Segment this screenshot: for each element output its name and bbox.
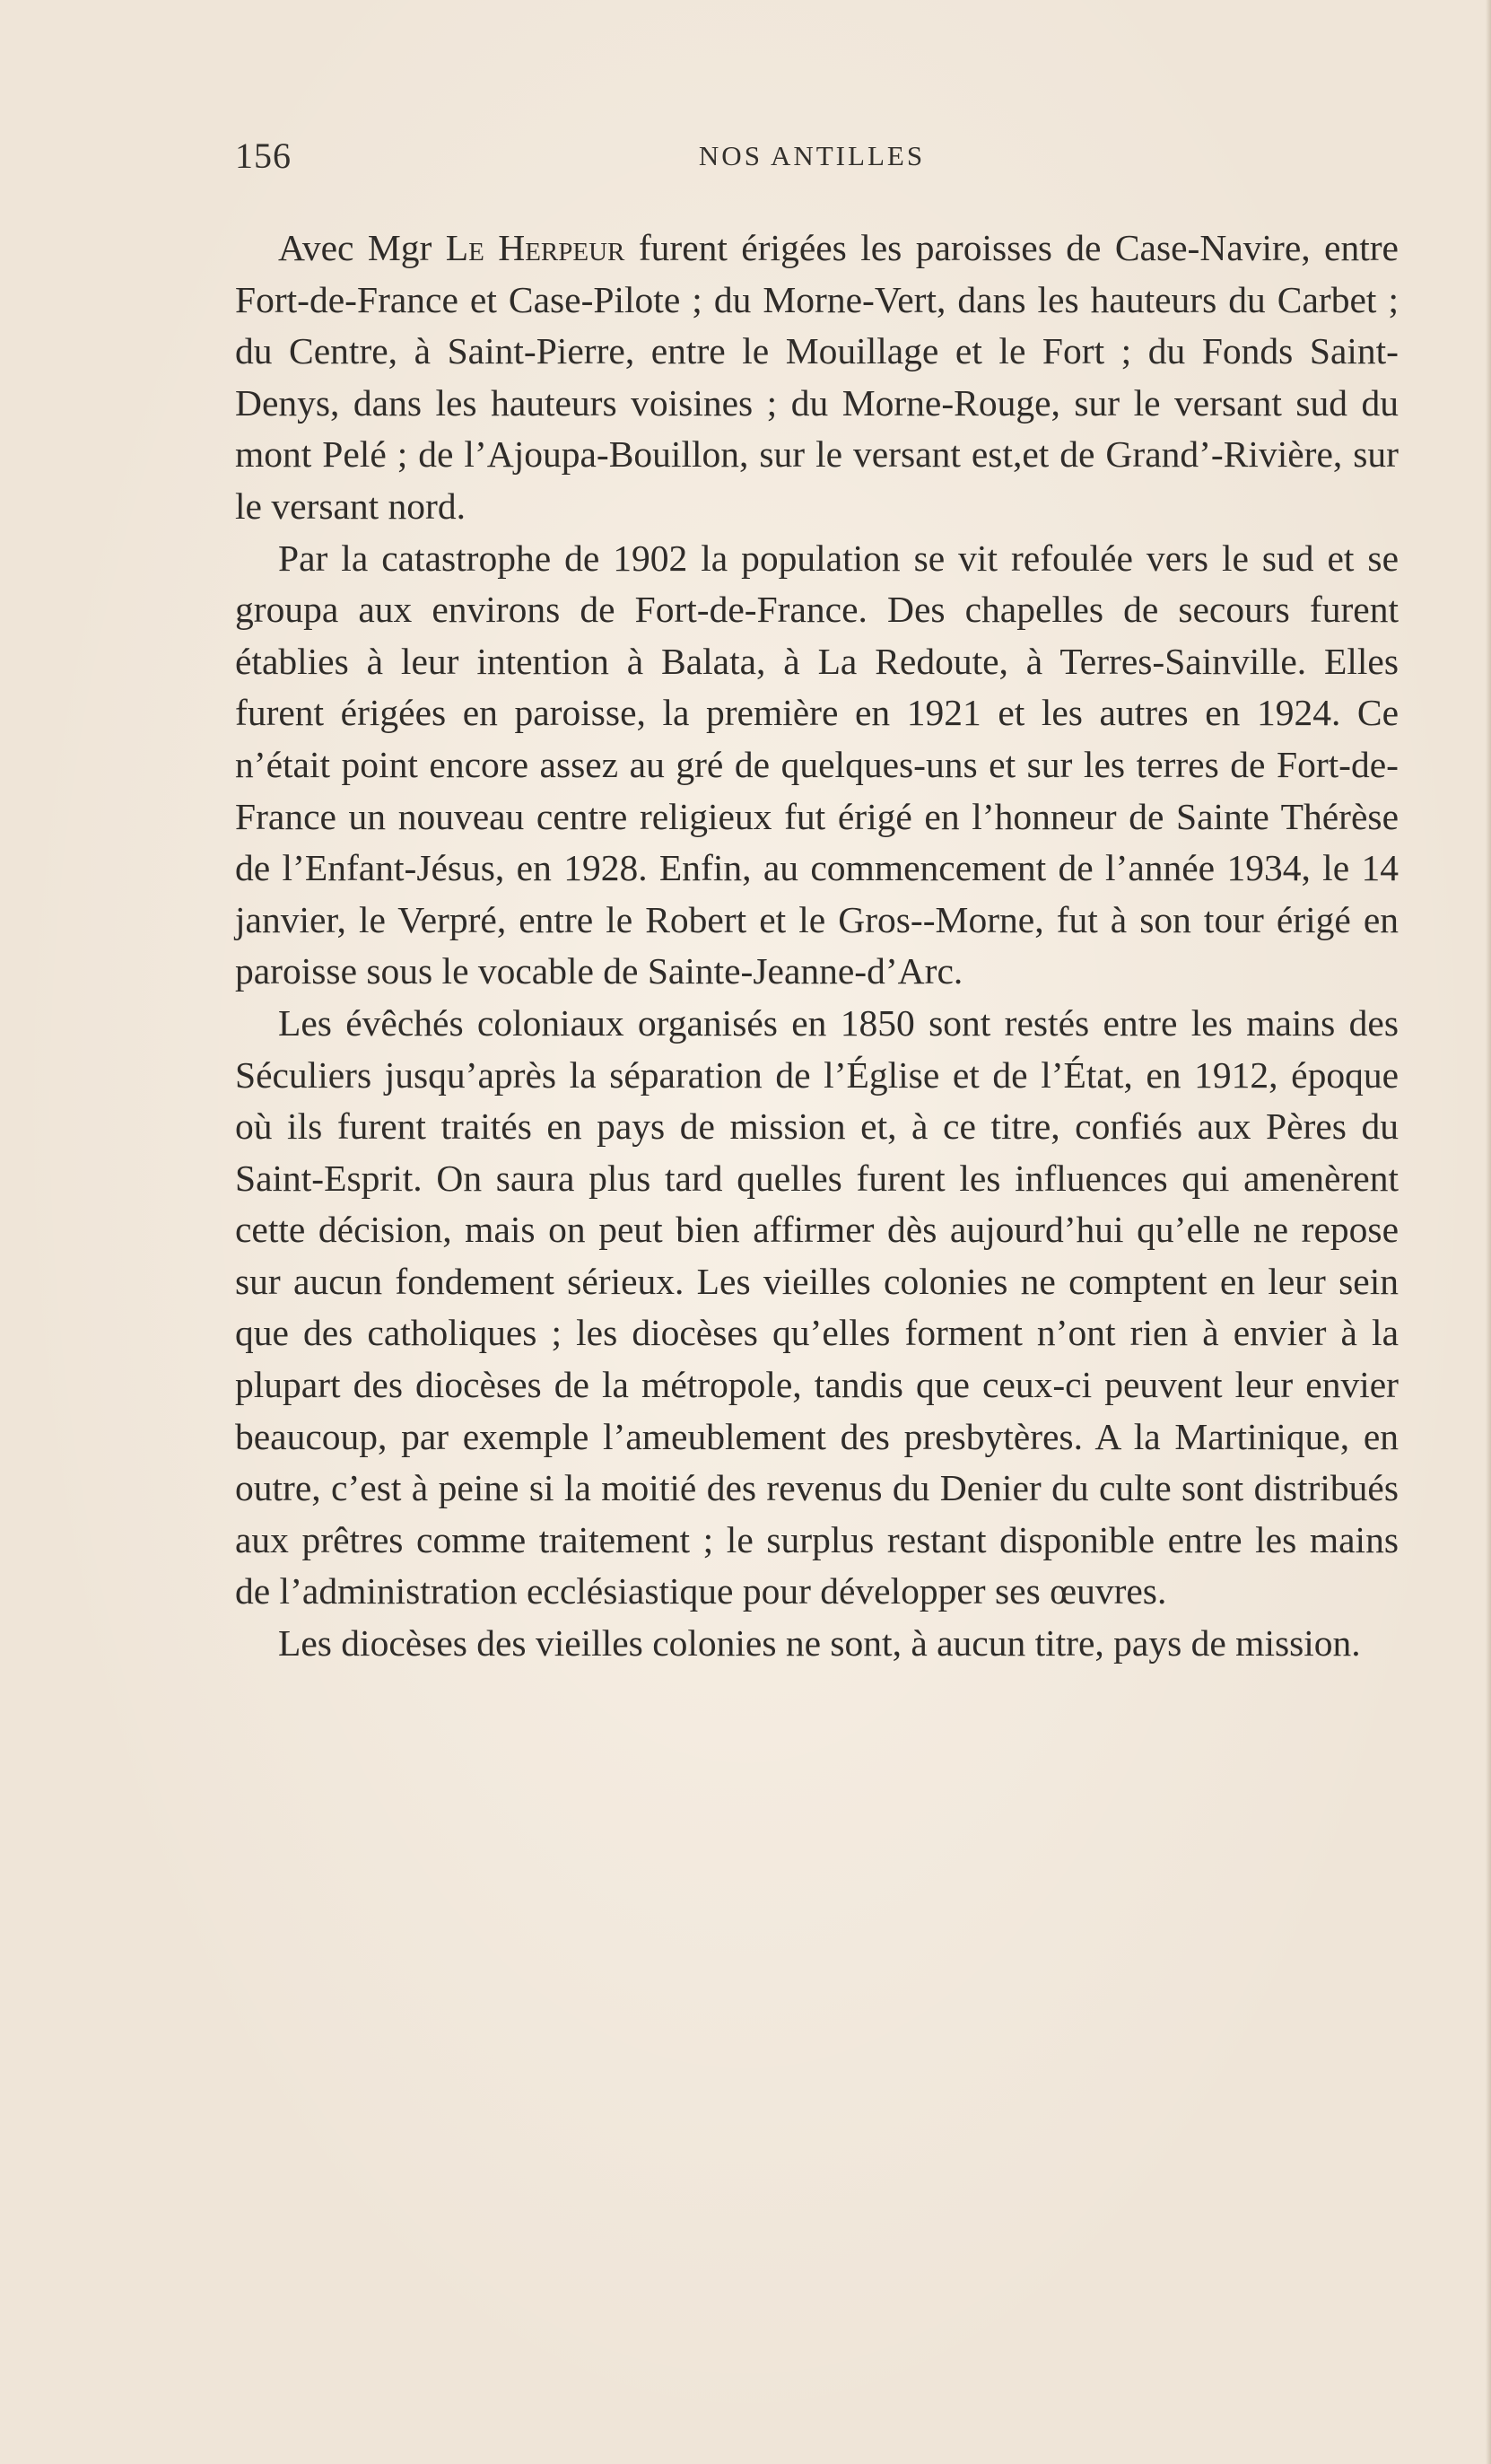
paragraph-2: Par la catastrophe de 1902 la population se vit refoulée vers le sud et se groupa aux environs de Fort-de-France. Des chapelles de secours furent établies à leur intention à Balata, à La Redoute, à Terres-Sainville. Elles furent érigées en paroisse, la première en 1921 et les autres en 1924. Ce n’était point encore assez au gré de quelques-uns et sur les terres de Fort-de-France un nouveau centre religieux fut érigé en l’honneur de Sainte Thérèse de l’Enfant-Jésus, en 1928. Enfin, au commencement de l’année 1934, le 14 janvier, le Verpré, entre le Robert et le Gros--Morne, fut à son tour érigé en paroisse sous le vocable de Sainte-Jeanne-d’Arc. [235,537,1399,992]
paragraph-1-rest: furent érigées les paroisses de Case-Navire, entre Fort-de-France et Case-Pilote ; du Morne-Vert, dans les hauteurs du Carbet ; du Centre, à Saint-Pierre, entre le Mouillage et le Fort ; du Fonds Saint-Denys, dans les hauteurs voisines ; du Morne-Rouge, sur le versant sud du mont Pelé ; de l’Ajoupa-Bouillon, sur le versant est,et de Grand’-Rivière, sur le versant nord. [235,227,1399,527]
page-edge-shadow [1486,0,1491,2464]
running-title: NOS ANTILLES [698,140,926,171]
paragraph-4: Les diocèses des vieilles colonies ne sont, à aucun titre, pays de mission. [278,1622,1361,1665]
bishop-name: Le Herpeur [445,227,625,268]
paragraph-1 [235,223,1399,533]
paragraph-3: Les évêchés coloniaux organisés en 1850 sont restés entre les mains des Séculiers jusqu’après la séparation de l’Église et de l’État, en 1912, époque où ils furent traités en pays de mission et, à ce titre, confiés aux Pères du Saint-Esprit. On saura plus tard quelles furent les influences qui amenèrent cette décision, mais on peut bien affirmer dès aujourd’hui qu’elle ne repose sur aucun fondement sérieux. Les vieilles colonies ne comptent en leur sein que des catholiques ; les diocèses qu’elles forment n’ont rien à envier à la plupart des diocèses de la métropole, tandis que ceux-ci peuvent leur envier beaucoup, par exemple l’ameublement des presbytères. A la Martinique, en outre, c’est à peine si la moitié des revenus du Denier du culte sont distribués aux prêtres comme traitement ; le surplus restant disponible entre les mains de l’administration ecclésiastique pour développer ses œuvres. [235,1001,1399,1612]
page-header [235,135,1401,179]
page-number: 156 [235,135,292,176]
body-text [235,223,1399,1670]
paragraph-1-lead: Avec Mgr [278,227,446,268]
